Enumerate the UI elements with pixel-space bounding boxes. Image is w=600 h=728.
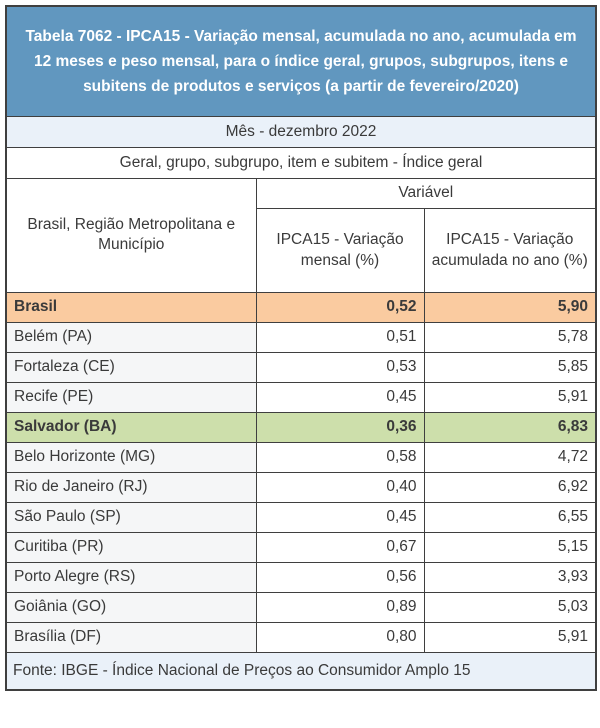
monthly-value-cell: 0,58 [256, 442, 424, 472]
month-subtitle: Mês - dezembro 2022 [6, 116, 596, 147]
monthly-value-cell: 0,40 [256, 472, 424, 502]
monthly-value-cell: 0,56 [256, 562, 424, 592]
table-row [6, 472, 596, 502]
table-row-brasil [6, 292, 596, 322]
table-row [6, 352, 596, 382]
table-row [6, 532, 596, 562]
monthly-value-cell: 0,80 [256, 622, 424, 652]
page-title: Tabela 7062 - IPCA15 - Variação mensal, acumulada no ano, acumulada em 12 meses e peso mensal, para o índice geral, grupos, subgrupos, itens e subitens de produtos e serviços (a partir de fevereiro/2020) [6, 6, 596, 116]
table-row [6, 442, 596, 472]
ytd-value-cell: 5,78 [424, 322, 596, 352]
ipca15-table [5, 5, 597, 691]
table-row [6, 592, 596, 622]
table-row [6, 502, 596, 532]
region-cell: Brasília (DF) [6, 622, 256, 652]
region-cell: Fortaleza (CE) [6, 352, 256, 382]
table-row [6, 562, 596, 592]
region-cell: Goiânia (GO) [6, 592, 256, 622]
region-cell: São Paulo (SP) [6, 502, 256, 532]
ytd-value-cell: 5,91 [424, 382, 596, 412]
region-cell: Belém (PA) [6, 322, 256, 352]
table-row [6, 322, 596, 352]
region-cell: Brasil [6, 292, 256, 322]
region-cell: Salvador (BA) [6, 412, 256, 442]
ytd-value-cell: 4,72 [424, 442, 596, 472]
ytd-value-cell: 6,55 [424, 502, 596, 532]
region-cell: Recife (PE) [6, 382, 256, 412]
region-cell: Curitiba (PR) [6, 532, 256, 562]
monthly-value-cell: 0,51 [256, 322, 424, 352]
table-row [6, 622, 596, 652]
region-cell: Belo Horizonte (MG) [6, 442, 256, 472]
variable-group-header: Variável [256, 178, 596, 208]
table-row-salvador [6, 412, 596, 442]
region-column-header: Brasil, Região Metropolitana e Município [6, 178, 256, 292]
ytd-value-cell: 6,83 [424, 412, 596, 442]
ytd-value-cell: 3,93 [424, 562, 596, 592]
monthly-value-cell: 0,36 [256, 412, 424, 442]
source-note: Fonte: IBGE - Índice Nacional de Preços ao Consumidor Amplo 15 [6, 652, 596, 690]
region-cell: Porto Alegre (RS) [6, 562, 256, 592]
ytd-value-cell: 6,92 [424, 472, 596, 502]
monthly-value-cell: 0,45 [256, 382, 424, 412]
table-row [6, 382, 596, 412]
monthly-value-cell: 0,89 [256, 592, 424, 622]
ytd-value-cell: 5,15 [424, 532, 596, 562]
ytd-column-header: IPCA15 - Variação acumulada no ano (%) [424, 208, 596, 292]
ytd-value-cell: 5,90 [424, 292, 596, 322]
monthly-value-cell: 0,52 [256, 292, 424, 322]
monthly-value-cell: 0,45 [256, 502, 424, 532]
monthly-value-cell: 0,67 [256, 532, 424, 562]
scope-subtitle: Geral, grupo, subgrupo, item e subitem - Índice geral [6, 147, 596, 178]
ytd-value-cell: 5,91 [424, 622, 596, 652]
ytd-value-cell: 5,03 [424, 592, 596, 622]
monthly-column-header: IPCA15 - Variação mensal (%) [256, 208, 424, 292]
region-cell: Rio de Janeiro (RJ) [6, 472, 256, 502]
ytd-value-cell: 5,85 [424, 352, 596, 382]
monthly-value-cell: 0,53 [256, 352, 424, 382]
